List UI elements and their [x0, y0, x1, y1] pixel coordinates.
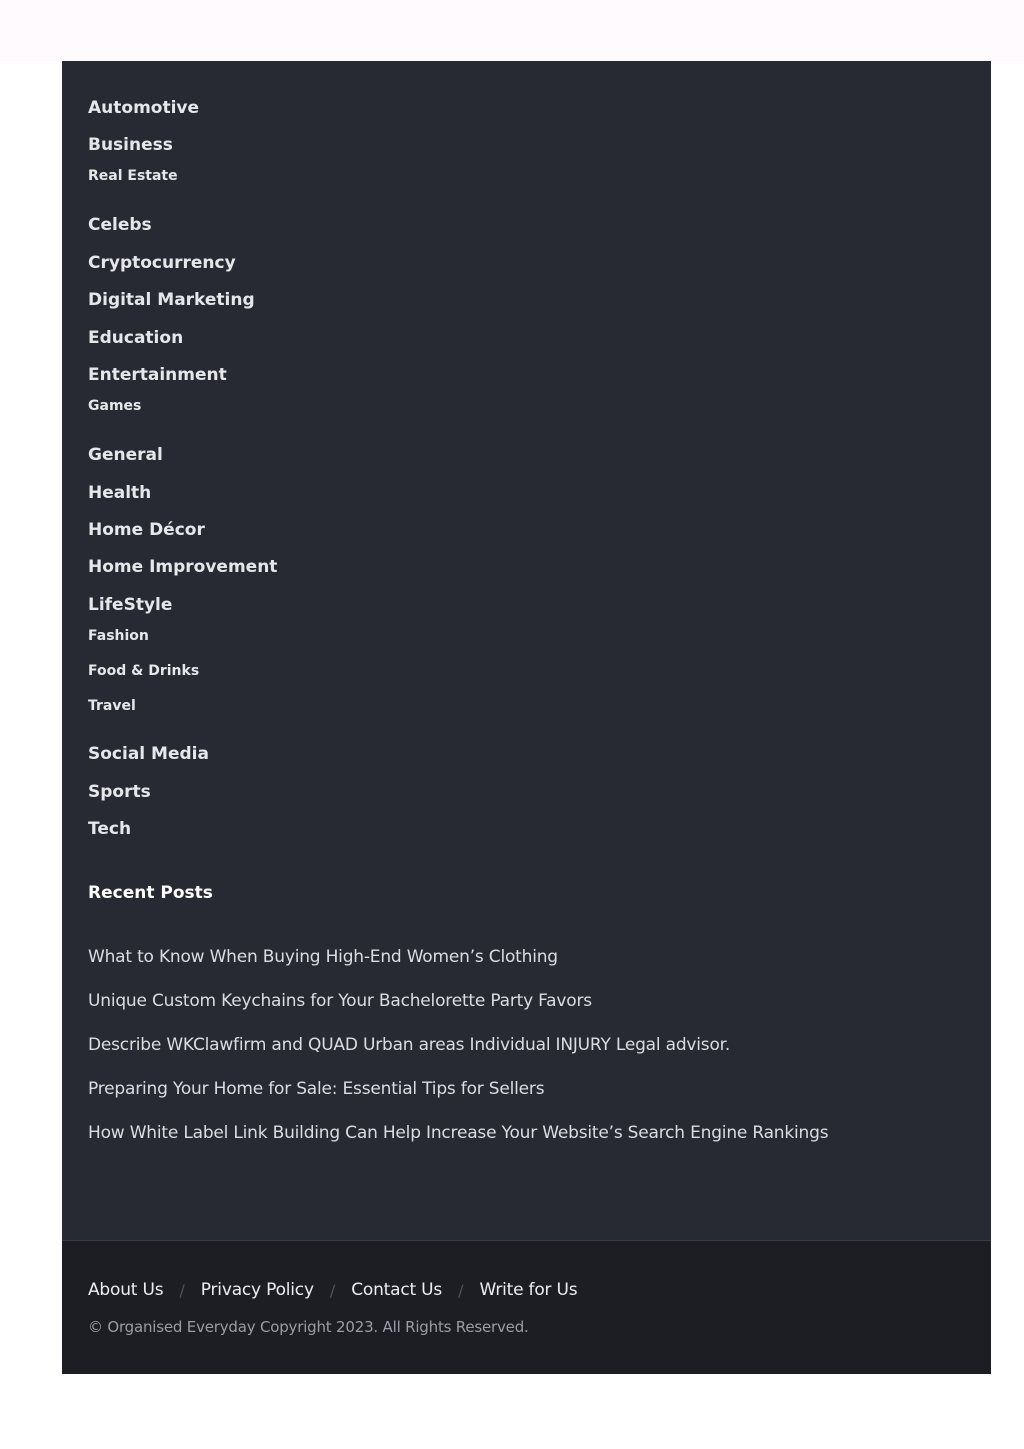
- category-cryptocurrency[interactable]: Cryptocurrency: [88, 253, 236, 273]
- copyright-text: © Organised Everyday Copyright 2023. All Rights Reserved.: [88, 1318, 529, 1336]
- category-digital-marketing[interactable]: Digital Marketing: [88, 290, 255, 310]
- nav-separator: /: [458, 1280, 464, 1300]
- subcategory-travel[interactable]: Travel: [88, 698, 136, 714]
- category-entertainment[interactable]: Entertainment: [88, 365, 227, 385]
- footer-nav: [88, 1279, 577, 1301]
- top-strip: [0, 0, 1024, 61]
- subcategory-real-estate[interactable]: Real Estate: [88, 168, 178, 184]
- privacy-policy-link[interactable]: Privacy Policy: [200, 1280, 314, 1300]
- category-home-improvement[interactable]: Home Improvement: [88, 557, 278, 577]
- footer-widgets: [62, 61, 991, 1240]
- recent-posts-heading: Recent Posts: [88, 883, 213, 903]
- category-business[interactable]: Business: [88, 135, 173, 155]
- nav-separator: /: [179, 1280, 185, 1300]
- contact-us-link[interactable]: Contact Us: [351, 1280, 443, 1300]
- category-general[interactable]: General: [88, 445, 163, 465]
- category-sports[interactable]: Sports: [88, 782, 151, 802]
- subcategory-games[interactable]: Games: [88, 398, 142, 414]
- category-education[interactable]: Education: [88, 328, 184, 348]
- category-lifestyle[interactable]: LifeStyle: [88, 595, 173, 615]
- category-home-decor[interactable]: Home Décor: [88, 520, 205, 540]
- subcategory-food-drinks[interactable]: Food & Drinks: [88, 663, 200, 679]
- category-health[interactable]: Health: [88, 483, 152, 503]
- category-automotive[interactable]: Automotive: [88, 98, 200, 118]
- recent-post-link[interactable]: Describe WKClawfirm and QUAD Urban areas Individual INJURY Legal advisor.: [88, 1035, 731, 1055]
- category-social-media[interactable]: Social Media: [88, 744, 209, 764]
- recent-post-link[interactable]: How White Label Link Building Can Help Increase Your Website’s Search Engine Rankings: [88, 1123, 829, 1143]
- recent-post-link[interactable]: Unique Custom Keychains for Your Bachelorette Party Favors: [88, 991, 592, 1011]
- recent-post-link[interactable]: What to Know When Buying High-End Women’s Clothing: [88, 947, 558, 967]
- write-for-us-link[interactable]: Write for Us: [479, 1280, 578, 1300]
- category-tech[interactable]: Tech: [88, 819, 132, 839]
- about-us-link[interactable]: About Us: [88, 1280, 164, 1300]
- subcategory-fashion[interactable]: Fashion: [88, 628, 149, 644]
- nav-separator: /: [329, 1280, 336, 1300]
- category-celebs[interactable]: Celebs: [88, 215, 152, 235]
- recent-post-link[interactable]: Preparing Your Home for Sale: Essential Tips for Sellers: [88, 1079, 545, 1099]
- footer-bottom-bar: [62, 1240, 991, 1374]
